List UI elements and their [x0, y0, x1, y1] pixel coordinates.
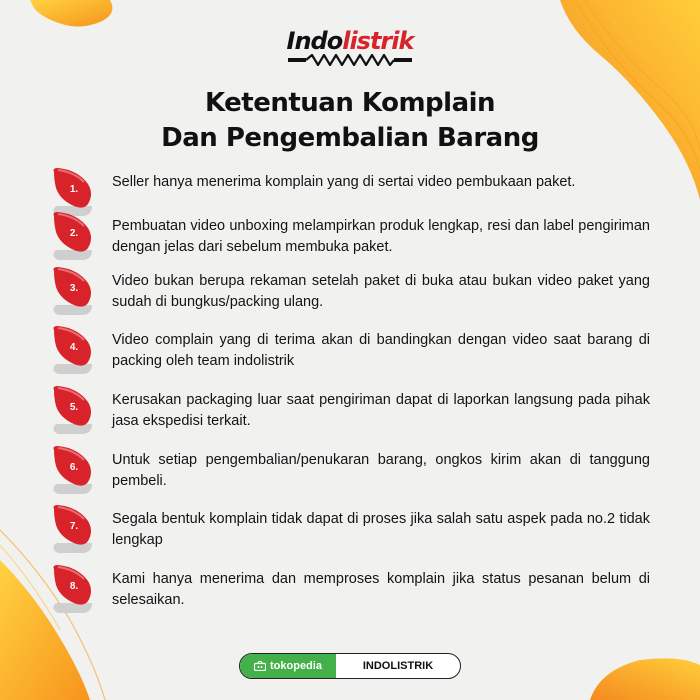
number-badge-icon — [48, 563, 108, 615]
rule-number: 4. — [69, 342, 79, 353]
rule-item — [48, 444, 652, 500]
rule-number: 8. — [69, 581, 79, 592]
rule-number: 7. — [69, 521, 79, 532]
number-badge-icon — [48, 324, 108, 376]
rule-number: 5. — [69, 402, 79, 413]
rule-number: 2. — [69, 228, 79, 239]
rule-number: 3. — [69, 283, 79, 294]
rule-number: 1. — [69, 184, 79, 195]
rule-item — [48, 324, 652, 380]
page-title-line2: Dan Pengembalian Barang — [161, 123, 539, 153]
rule-text: Kami hanya menerima dan memproses komplain jika status pesanan belum di selesaikan. — [112, 571, 650, 608]
rule-item — [48, 265, 652, 321]
number-badge-icon — [48, 503, 108, 555]
rule-item — [48, 503, 652, 559]
number-badge-icon — [48, 384, 108, 436]
tokopedia-bag-icon — [254, 661, 266, 671]
store-badge[interactable] — [239, 653, 461, 679]
rule-text: Seller hanya menerima komplain yang di sertai video pembukaan paket. — [112, 174, 576, 190]
rule-item — [48, 210, 652, 266]
tokopedia-label — [240, 654, 336, 678]
store-name: INDOLISTRIK — [362, 660, 434, 672]
number-badge-icon — [48, 265, 108, 317]
rule-text: Video bukan berupa rekaman setelah paket di buka atau bukan video paket yang sudah di bungkus/packing ulang. — [112, 273, 650, 310]
rule-text: Segala bentuk komplain tidak dapat di proses jika salah satu aspek pada no.2 tidak lengkap — [112, 511, 650, 548]
rule-item — [48, 563, 652, 619]
page-title-line1: Ketentuan Komplain — [204, 88, 496, 118]
marketplace-name: tokopedia — [270, 660, 322, 672]
rule-text: Video complain yang di terima akan di bandingkan dengan video saat barang di packing oleh team indolistrik — [112, 332, 650, 369]
rule-item — [48, 384, 652, 440]
number-badge-icon — [48, 210, 108, 262]
number-badge-icon — [48, 444, 108, 496]
rule-text: Kerusakan packaging luar saat pengiriman dapat di laporkan langsung pada pihak jasa ekspedisi terkait. — [112, 392, 650, 429]
rule-number: 6. — [69, 462, 79, 473]
rule-text: Untuk setiap pengembalian/penukaran barang, ongkos kirim akan di tanggung pembeli. — [112, 452, 650, 489]
brand-logo-part1: Indo — [286, 27, 343, 55]
rule-text: Pembuatan video unboxing melampirkan produk lengkap, resi dan label pengiriman dengan jelas dari sebelum membuka paket. — [112, 218, 650, 255]
brand-logo-part2: listrik — [342, 27, 414, 55]
